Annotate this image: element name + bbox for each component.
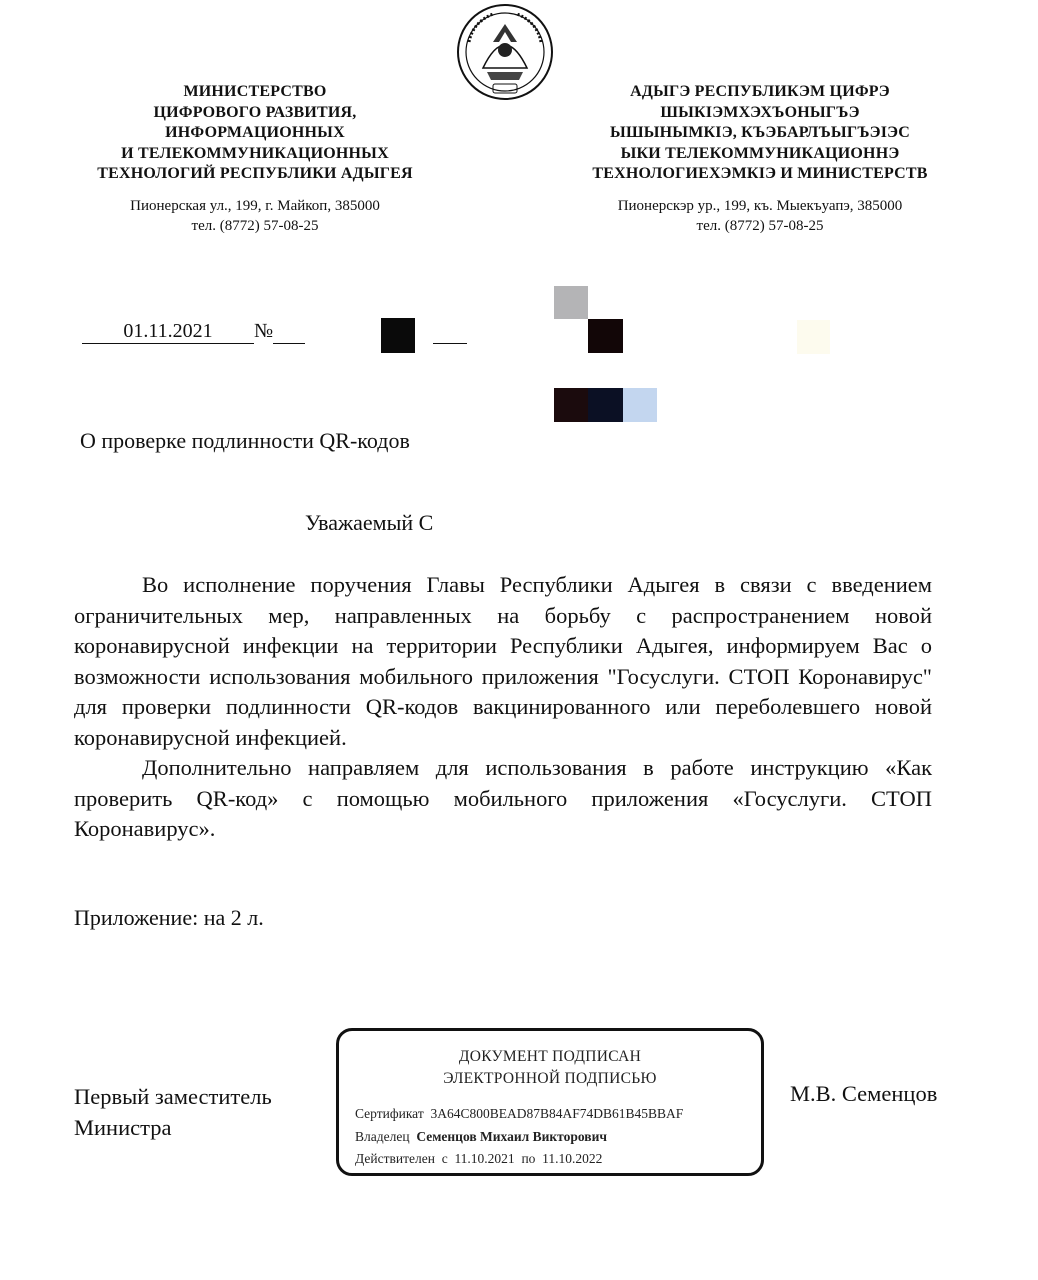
body-paragraph: Дополнительно направляем для использования в работе инструкцию «Как проверить QR-код» с помощью мобильного приложения «Госуслуги. СТОП Коронавирус». xyxy=(74,755,932,841)
address-line: Пионерская ул., 199, г. Майкоп, 385000 xyxy=(130,198,380,214)
address-line: Пионерскэр ур., 199, къ. Мыекъуапэ, 385000 xyxy=(617,198,903,214)
ministry-name-line: АДЫГЭ РЕСПУБЛИКЭМ ЦИФРЭ xyxy=(630,83,890,100)
number-sign: № xyxy=(254,320,274,342)
stamp-owner xyxy=(355,1129,607,1145)
phone-line: тел. (8772) 57-08-25 xyxy=(696,218,824,234)
e-signature-stamp xyxy=(336,1028,764,1176)
valid-from-prefix: с xyxy=(441,1151,448,1166)
ministry-address-ady xyxy=(560,196,960,236)
stamp-certificate xyxy=(355,1106,683,1122)
emblem-logo xyxy=(443,2,567,102)
ministry-name-line: МИНИСТЕРСТВО xyxy=(183,83,327,100)
salutation: Уважаемый С xyxy=(305,510,434,535)
number-underline xyxy=(273,320,305,344)
phone-line: тел. (8772) 57-08-25 xyxy=(191,218,319,234)
body-paragraph: Во исполнение поручения Главы Республики Адыгея в связи с введением ограничительных мер, направленных на борьбу с распространением новой коронавирусной инфекции на территории Республики Адыгея, информируем Вас о возможности использования мобильного приложения "Госуслуги. СТОП Коронавирус" для проверки подлинности QR-кодов вакцинированного или переболевшего новой коронавирусной инфекцией. xyxy=(74,572,932,750)
ministry-name-ady xyxy=(560,82,960,185)
ministry-name-line: ТЕХНОЛОГИЙ РЕСПУБЛИКИ АДЫГЕЯ xyxy=(97,165,413,182)
valid-to-prefix: по xyxy=(521,1151,536,1166)
valid-to: 11.10.2022 xyxy=(542,1151,603,1166)
ministry-address-ru xyxy=(60,196,450,236)
ministry-name-line: ЫКИ ТЕЛЕКОММУНИКАЦИОННЭ xyxy=(620,144,900,162)
redaction-block xyxy=(554,286,588,319)
letter-body xyxy=(74,570,932,845)
signer-name: М.В. Семенцов xyxy=(790,1081,938,1106)
redaction-block xyxy=(623,388,657,422)
letter-subject: О проверке подлинности QR-кодов xyxy=(80,428,410,453)
ministry-name-line: ЫШЫНЫМКIЭ, КЪЭБАРЛЪЫГЪЭIЭС xyxy=(610,124,910,141)
owner-label: Владелец xyxy=(355,1129,410,1144)
attachment-note: Приложение: на 2 л. xyxy=(74,905,264,930)
signer-position-line: Первый заместитель xyxy=(74,1084,272,1109)
redaction-block xyxy=(797,320,830,354)
owner-value: Семенцов Михаил Викторович xyxy=(416,1129,607,1144)
stamp-validity xyxy=(355,1151,602,1167)
ministry-name-line: И ТЕЛЕКОММУНИКАЦИОННЫХ xyxy=(121,144,389,162)
ministry-name-line: ШЫКIЭМХЭХЪОНЫГЪЭ xyxy=(660,103,860,121)
valid-from: 11.10.2021 xyxy=(454,1151,515,1166)
number-underline xyxy=(433,320,467,344)
redaction-block xyxy=(588,388,623,422)
redaction-block xyxy=(381,318,415,353)
redaction-block xyxy=(554,388,588,422)
signer-position xyxy=(74,1081,272,1143)
signer-position-line: Министра xyxy=(74,1115,172,1140)
redaction-block xyxy=(588,319,623,353)
ministry-name-line: ТЕХНОЛОГИЕХЭМКIЭ И МИНИСТЕРСТВ xyxy=(592,165,928,182)
cert-value: 3A64C800BEAD87B84AF74DB61B45BBAF xyxy=(430,1106,684,1121)
ministry-name-line: ИНФОРМАЦИОННЫХ xyxy=(165,124,345,141)
letter-date: 01.11.2021 xyxy=(82,320,254,344)
ministry-name-ru xyxy=(60,82,450,185)
valid-label: Действителен xyxy=(355,1151,435,1166)
stamp-title: ЭЛЕКТРОННОЙ ПОДПИСЬЮ xyxy=(443,1070,657,1087)
cert-label: Сертификат xyxy=(355,1106,424,1121)
ministry-name-line: ЦИФРОВОГО РАЗВИТИЯ, xyxy=(153,103,357,121)
stamp-title: ДОКУМЕНТ ПОДПИСАН xyxy=(458,1048,642,1065)
